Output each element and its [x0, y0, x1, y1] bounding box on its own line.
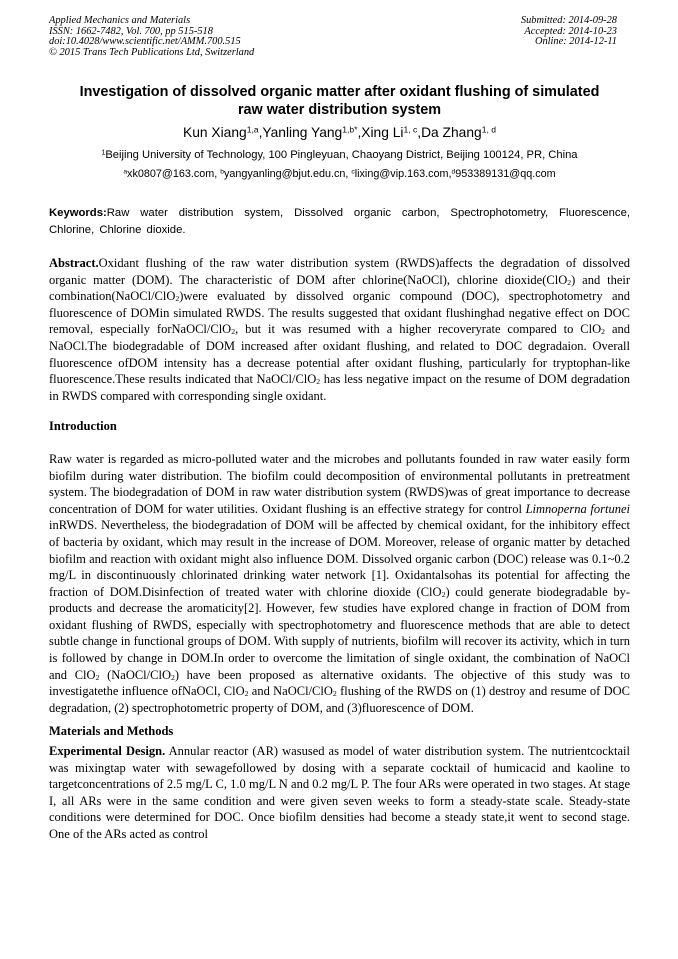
journal-info — [49, 16, 254, 58]
keywords-paragraph: Keywords:Raw water distribution system, Dissolved organic carbon, Spectrophotometry, Fluorescence, Chlorine, Chlorine dioxide. — [49, 207, 630, 236]
section-heading-materials-and-methods: Materials and Methods — [49, 724, 174, 739]
experimental-design-paragraph: Experimental Design. Annular reactor (AR) wasused as model of water distribution system. The nutrientcocktail was mixingtap water with sewagefollowed by dosing with a separate cocktail of humicacid and kaoline to targetconcentrations of 2.5 mg/L C, 1.0 mg/L N and 0.2 mg/L P. The four ARs were operated in two stages. At stage I, all ARs were in the same condition and were given seven weeks to form a steady-state scale. Steady-state conditions were determined for DOC. Once biofilm densities had become a steady state,it went to second stage. One of the ARs acted as control — [49, 744, 630, 841]
issn-volume-pages: ISSN: 1662-7482, Vol. 700, pp 515-518 — [49, 25, 213, 37]
abstract-paragraph: Abstract.Oxidant flushing of the raw water distribution system (RWDS)affects the degradation of dissolved organic matter (DOM). The characteristic of DOM after chlorine(NaOCl), chlorine dioxide(ClO2) and their combination(NaOCl/ClO2)were evaluated by dissolved organic compound (DOC), spectrophotometry and fluorescence of DOMin simulated RWDS. The results suggested that oxidant flushinghad negative effect on DOC removal, especially forNaOCl/ClO2, but it was resumed with a higher recoveryrate compared to ClO2 and NaOCl.The biodegradable of DOM increased after oxidant flushing, and related to DOC degradaion. Overall fluorescence ofDOM intensity has a decrease potential after oxidant flushing, particularly for tryptophan-like fluorescence.These results indicated that NaOCl/ClO2 has less negative impact on the resume of DOM degradation in RWDS compared with corresponding single oxidant. — [49, 256, 631, 403]
journal-header — [49, 16, 630, 58]
journal-name: Applied Mechanics and Materials — [49, 15, 191, 26]
authors-line: Kun Xiang$^{1,a}$,Yanling Yang$^{1,b*}$,Xing Li$^{1, c}$,Da Zhang$^{1, d}$ — [183, 124, 496, 140]
section-heading-introduction: Introduction — [49, 419, 117, 434]
accepted-date: Accepted: 2014-10-23 — [524, 25, 617, 37]
author-emails: $^a$xk0807@163.com, $^b$yangyanling@bjut.edu.cn, $^c$lixing@vip.163.com,$^d$953389131@qq.com — [123, 168, 556, 180]
copyright-line: © 2015 Trans Tech Publications Ltd, Switzerland — [49, 46, 255, 58]
affiliation-line: $^1$Beijing University of Technology, 100 Pingleyuan, Chaoyang District, Beijing 100124, PR, China — [101, 149, 578, 161]
doi-line: doi:10.4028/www.scientific.net/AMM.700.515 — [49, 36, 241, 47]
online-date: Online: 2014-12-11 — [534, 36, 617, 47]
paper-title: Investigation of dissolved organic matter after oxidant flushing of simulated raw water distribution system — [79, 84, 600, 118]
submitted-date: Submitted: 2014-09-28 — [520, 15, 617, 26]
submission-dates — [521, 16, 630, 58]
introduction-paragraph: Raw water is regarded as micro-polluted water and the microbes and pollutants founded in raw water easily form biofilm during water distribution. The biofilm could decomposition of environmental pollutants in pretreatment system. The biodegradation of DOM in raw water distribution system (RWDS)was of great importance to decrease concentration of DOM for water utilities. Oxidant flushing is an effective strategy for control Limnoperna fortunei inRWDS. Nevertheless, the biodegradation of DOM will be affected by chemical oxidant, for the inhibitory effect of bacteria by oxidant, which may result in the increase of DOM. Moreover, release of organic matter by detached biofilm and reaction with oxidant might also influence DOM. Dissolved organic carbon (DOC) release was 0.1~0.2 mg/L in discontinuously chlorinated drinking water network [1]. Oxidantalsohas its potential for affecting the fraction of DOM.Disinfection of treated water with chlorine dioxide (ClO2) could generate biodegradable by-products and decrease the aromaticity[2]. However, few studies have explored change in fraction of DOM from oxidant flushing of RWDS, especially with spectrophotometry and fluorescence methods that are able to detect subtle change in functional groups of DOM. With supply of nutrients, biofilm will recover its activity, which in turn is followed by change in DOM.In order to overcome the limitation of single oxidant, the combination of NaOCl and ClO2 (NaOCl/ClO2) have been proposed as alternative oxidants. The objective of this study was to investigatethe influence ofNaOCl, ClO2 and NaOCl/ClO2 flushing of the RWDS on (1) destroy and resume of DOC degradation, (2) spectrophotometric property of DOM, and (3)fluorescence of DOM. — [49, 451, 630, 715]
